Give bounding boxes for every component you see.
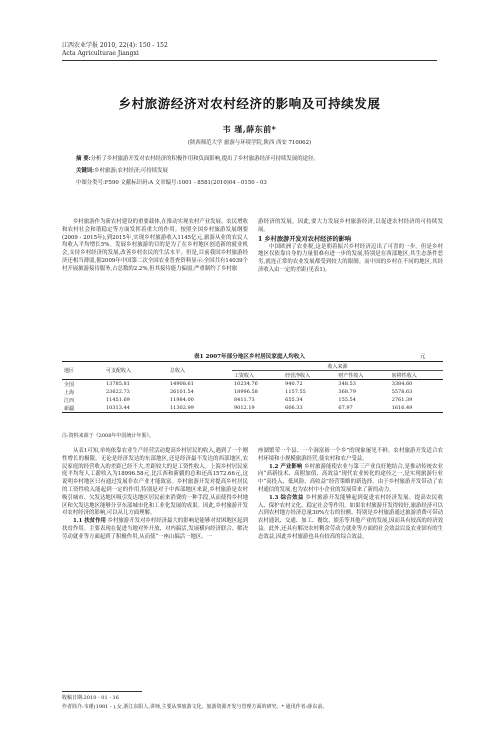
cell-wage: 18996.58: [234, 389, 258, 395]
cell-wage: 9012.19: [232, 404, 283, 413]
table-header-row-1: [62, 362, 443, 371]
intro-paragraph: 乡村旅游作为新农村建设的重要载体,在推动实现农村产业发展、农民增收和农村社会和谐稳定等方面发挥着重大的作用。按照全国乡村旅游发展纲要(2009 - 2015年),到2015年,实现乡村旅游收入1145亿元,旅游从业的农民人均收入平均增长5%。发展乡村旅游的目的是为了在乡村地区创造新的就业机会,支持乡村经济的发展,改善乡村农民的生活水平。但是,目前我国乡村旅游经济还相当薄弱,据2009年中国第二次全国农业普查资料显示:全国共有14039个村开展旅游接待服务,占总数的2.2%,但其接待能力偏弱,严重制约了乡村旅: [62, 219, 248, 272]
cell-disposable: 10313.44: [104, 404, 168, 413]
header-transfer: 转移性收入: [390, 371, 443, 380]
header-total: 总收入: [168, 362, 232, 380]
header-region: 地区: [62, 362, 104, 380]
cell-total: 11984.00: [170, 397, 194, 403]
cell-wage: 8411.73: [234, 397, 255, 403]
cell-transfer: 3384.60: [391, 381, 413, 387]
keywords-text: 乡村旅游;农村经济;可持续发展: [94, 168, 168, 174]
subsection-1-1: [62, 518, 248, 541]
cell-disposable: 13785.81: [106, 381, 130, 387]
footnote-received: 收稿日期:2010 - 01 - 16: [62, 695, 119, 701]
footnote-rule: [62, 691, 142, 692]
journal-citation: 江西农业学报 2010, 22(4): 150 - 152: [62, 42, 168, 49]
abstract-text: 分析了乡村旅游开发对农村经济的积极作用和负面影响,提出了乡村旅游经济可持续发展的途径。: [90, 156, 319, 162]
cell-property: 368.79: [338, 389, 356, 395]
cell-total: 14908.61: [170, 381, 194, 387]
cell-transfer: 5578.63: [391, 389, 413, 395]
subsection-1-2-text: 乡村旅游能使农业与第三产业良好地结合,是推动传统农业向“高新技术、高附加值、高效益”现代农业转化的途径之一,是实现旅游行业中“高投入、低风险、高收益”经营策略的新选择。由于乡村旅游开发带动了农村通信的发展,也为农村中小企业的发展带来了新的动力。: [258, 463, 443, 493]
cell-wage: 10234.76: [234, 381, 258, 387]
author-affiliation: (陕西师范大学 旅游与环境学院,陕西 西安 710062): [187, 140, 312, 146]
cell-total: 26101.54: [170, 389, 194, 395]
cell-disposable: 23622.73: [106, 389, 130, 395]
header-business: 经营净收入: [283, 371, 336, 380]
cell-business: 1157.55: [285, 389, 306, 395]
cell-property: 67.97: [336, 404, 389, 413]
subsection-1-3-text: 乡村旅游开发能够起到促进农村经济发展、提高农民收入、保护农村文化、稳定社会等作用。如果农村旅游开发得较好,旅游经济可以占到农村地方经济总量30%左右的份额。特别是乡村旅游通过旅游消费可带动农村通讯、交通、加工、餐饮、娱乐等其他产业的发展,因而具有较高的经济效益。此外,还具有解决农村剩余劳动力就业等方面的社会效益以及农业固有的生态效益,因此乡村旅游也具有较高的综合效益。: [258, 494, 443, 540]
cell-business: 940.72: [285, 381, 303, 387]
subsection-1-2-label: 1.2 产业影响: [269, 463, 303, 470]
subsection-1-3-label: 1.3 综合效益: [269, 494, 304, 501]
journal-name-en: Acta Agriculturae Jiangxi: [62, 50, 139, 57]
cell-disposable: 11451.69: [106, 397, 130, 403]
analysis-paragraph: 从表1可知,单纯依靠农业生产经营活动提高乡村居民的收入,遇到了一个刚性增长的极限。无论是经济发达的东部地区,还是经济最不发达的西部地区,农民家庭的经营收入的差距已经不大,差距较大的是工资性收入。上海乡村居民家庭平均每人工薪收入为18996.58元,比江西和新疆的总和还高1572.66元,这说明乡村地区只有通过发展非农产业才能致富。乡村旅游开发对提高乡村居民的工资性收入能起到一定的作用,特别是对于中西部地区来说,乡村旅游是农村吸引城市、欠发达地区吸引发达地区居民前来消费的一种手段,从而使得乡村地区和欠发达地区能够分享东部城市化和工业化发展的成果。因此,乡村旅游开发对农村经济的影响,可以从几方面理解。: [62, 448, 248, 517]
continuation-paragraph: 座湖繁荣一个县、一个洞富裕一个乡”的现象屡见不鲜。农村旅游开发适合农村环境和小规模旅游经营,使农村和农户受益。: [258, 448, 443, 462]
table-unit: 元: [420, 354, 426, 360]
header-property: 财产性收入: [336, 371, 389, 380]
cell-property: 348.53: [338, 381, 356, 387]
paper-authors: 韦 瑾,薛东前*: [222, 124, 277, 134]
cell-transfer: 1616.49: [390, 404, 443, 413]
footnote-author-bio: 作者简介:韦瑾(1981 - ),女,浙江东阳人,讲师,主要从事旅游文化、旅游资源开发与管理方面的研究。* 通讯作者:薛东前。: [62, 704, 328, 710]
abstract-label: 摘 要:: [76, 156, 91, 162]
intro-column-left: [62, 219, 248, 274]
cell-region: 全国: [64, 381, 75, 388]
keywords: [76, 168, 434, 175]
cell-region: 上海: [64, 389, 75, 396]
table-note: 注:资料来源于《2008年中国统计年鉴》。: [62, 433, 154, 439]
income-table: [62, 361, 443, 413]
header-disposable: 可支配收入: [104, 362, 168, 380]
cell-business: 606.33: [283, 404, 336, 413]
cell-region: 新疆: [62, 404, 104, 413]
journal-header: [62, 42, 168, 58]
cell-business: 655.34: [285, 397, 303, 403]
subsection-1-3: [258, 495, 443, 542]
intro-continuation: 游经济的发展。因此,要大力发展乡村旅游经济,以促进农村经济的可持续发展。: [258, 219, 443, 233]
classification-line: 中图分类号:F590 文献标识码:A 文章编号:1001 - 8581(2010)04 - 0150 - 03: [76, 180, 267, 186]
section-1-paragraph: 中国欧洲了农业税,这是朝着振兴乡村经济迈出了可喜的一步。但是乡村地区仅依靠自身的力量很难有进一步的发展,特别是在西部地区,其生态条件恶劣,就连正常的农业发展都受到较大的限制。而中国的乡村在不同的地区,其经济收入由一定的差距(见表1)。: [258, 243, 443, 273]
table-row: [62, 404, 443, 413]
header-rule: [62, 60, 437, 61]
subsection-1-2: [258, 464, 443, 495]
paper-title: 乡村旅游经济对农村经济的影响及可持续发展: [118, 96, 381, 111]
header-income-group: 收入来源: [232, 362, 443, 371]
header-wage: 工资收入: [232, 371, 283, 380]
subsection-1-1-label: 1.1 扶贫作用: [73, 518, 106, 525]
body-column-right: [258, 448, 443, 542]
section-1-heading: 1 乡村旅游开发对农村经济的影响: [258, 235, 352, 243]
table-row: [62, 396, 443, 404]
cell-property: 155.54: [338, 397, 356, 403]
intro-column-right: [258, 219, 443, 275]
cell-total: 11302.99: [168, 404, 232, 413]
table-caption: 表1 2007年部分地区乡村居民家庭人均收入: [194, 354, 305, 360]
subsection-1-1-text: 乡村旅游开发对乡村经济最大的影响是能够对贫困地区起到扶贫作用。主要表现在促进当地对外开放、对内搞活,发展横向经济联合、解决劳动就业等方面起到了积极作用,从而使“一座山搞活一地区、一: [62, 518, 248, 540]
keywords-label: 关键词:: [76, 168, 95, 174]
table-row: [62, 380, 443, 389]
cell-region: 江西: [64, 397, 75, 404]
body-column-left: [62, 448, 248, 542]
table-row: [62, 388, 443, 396]
cell-transfer: 2761.39: [391, 397, 413, 403]
abstract: [76, 156, 434, 163]
